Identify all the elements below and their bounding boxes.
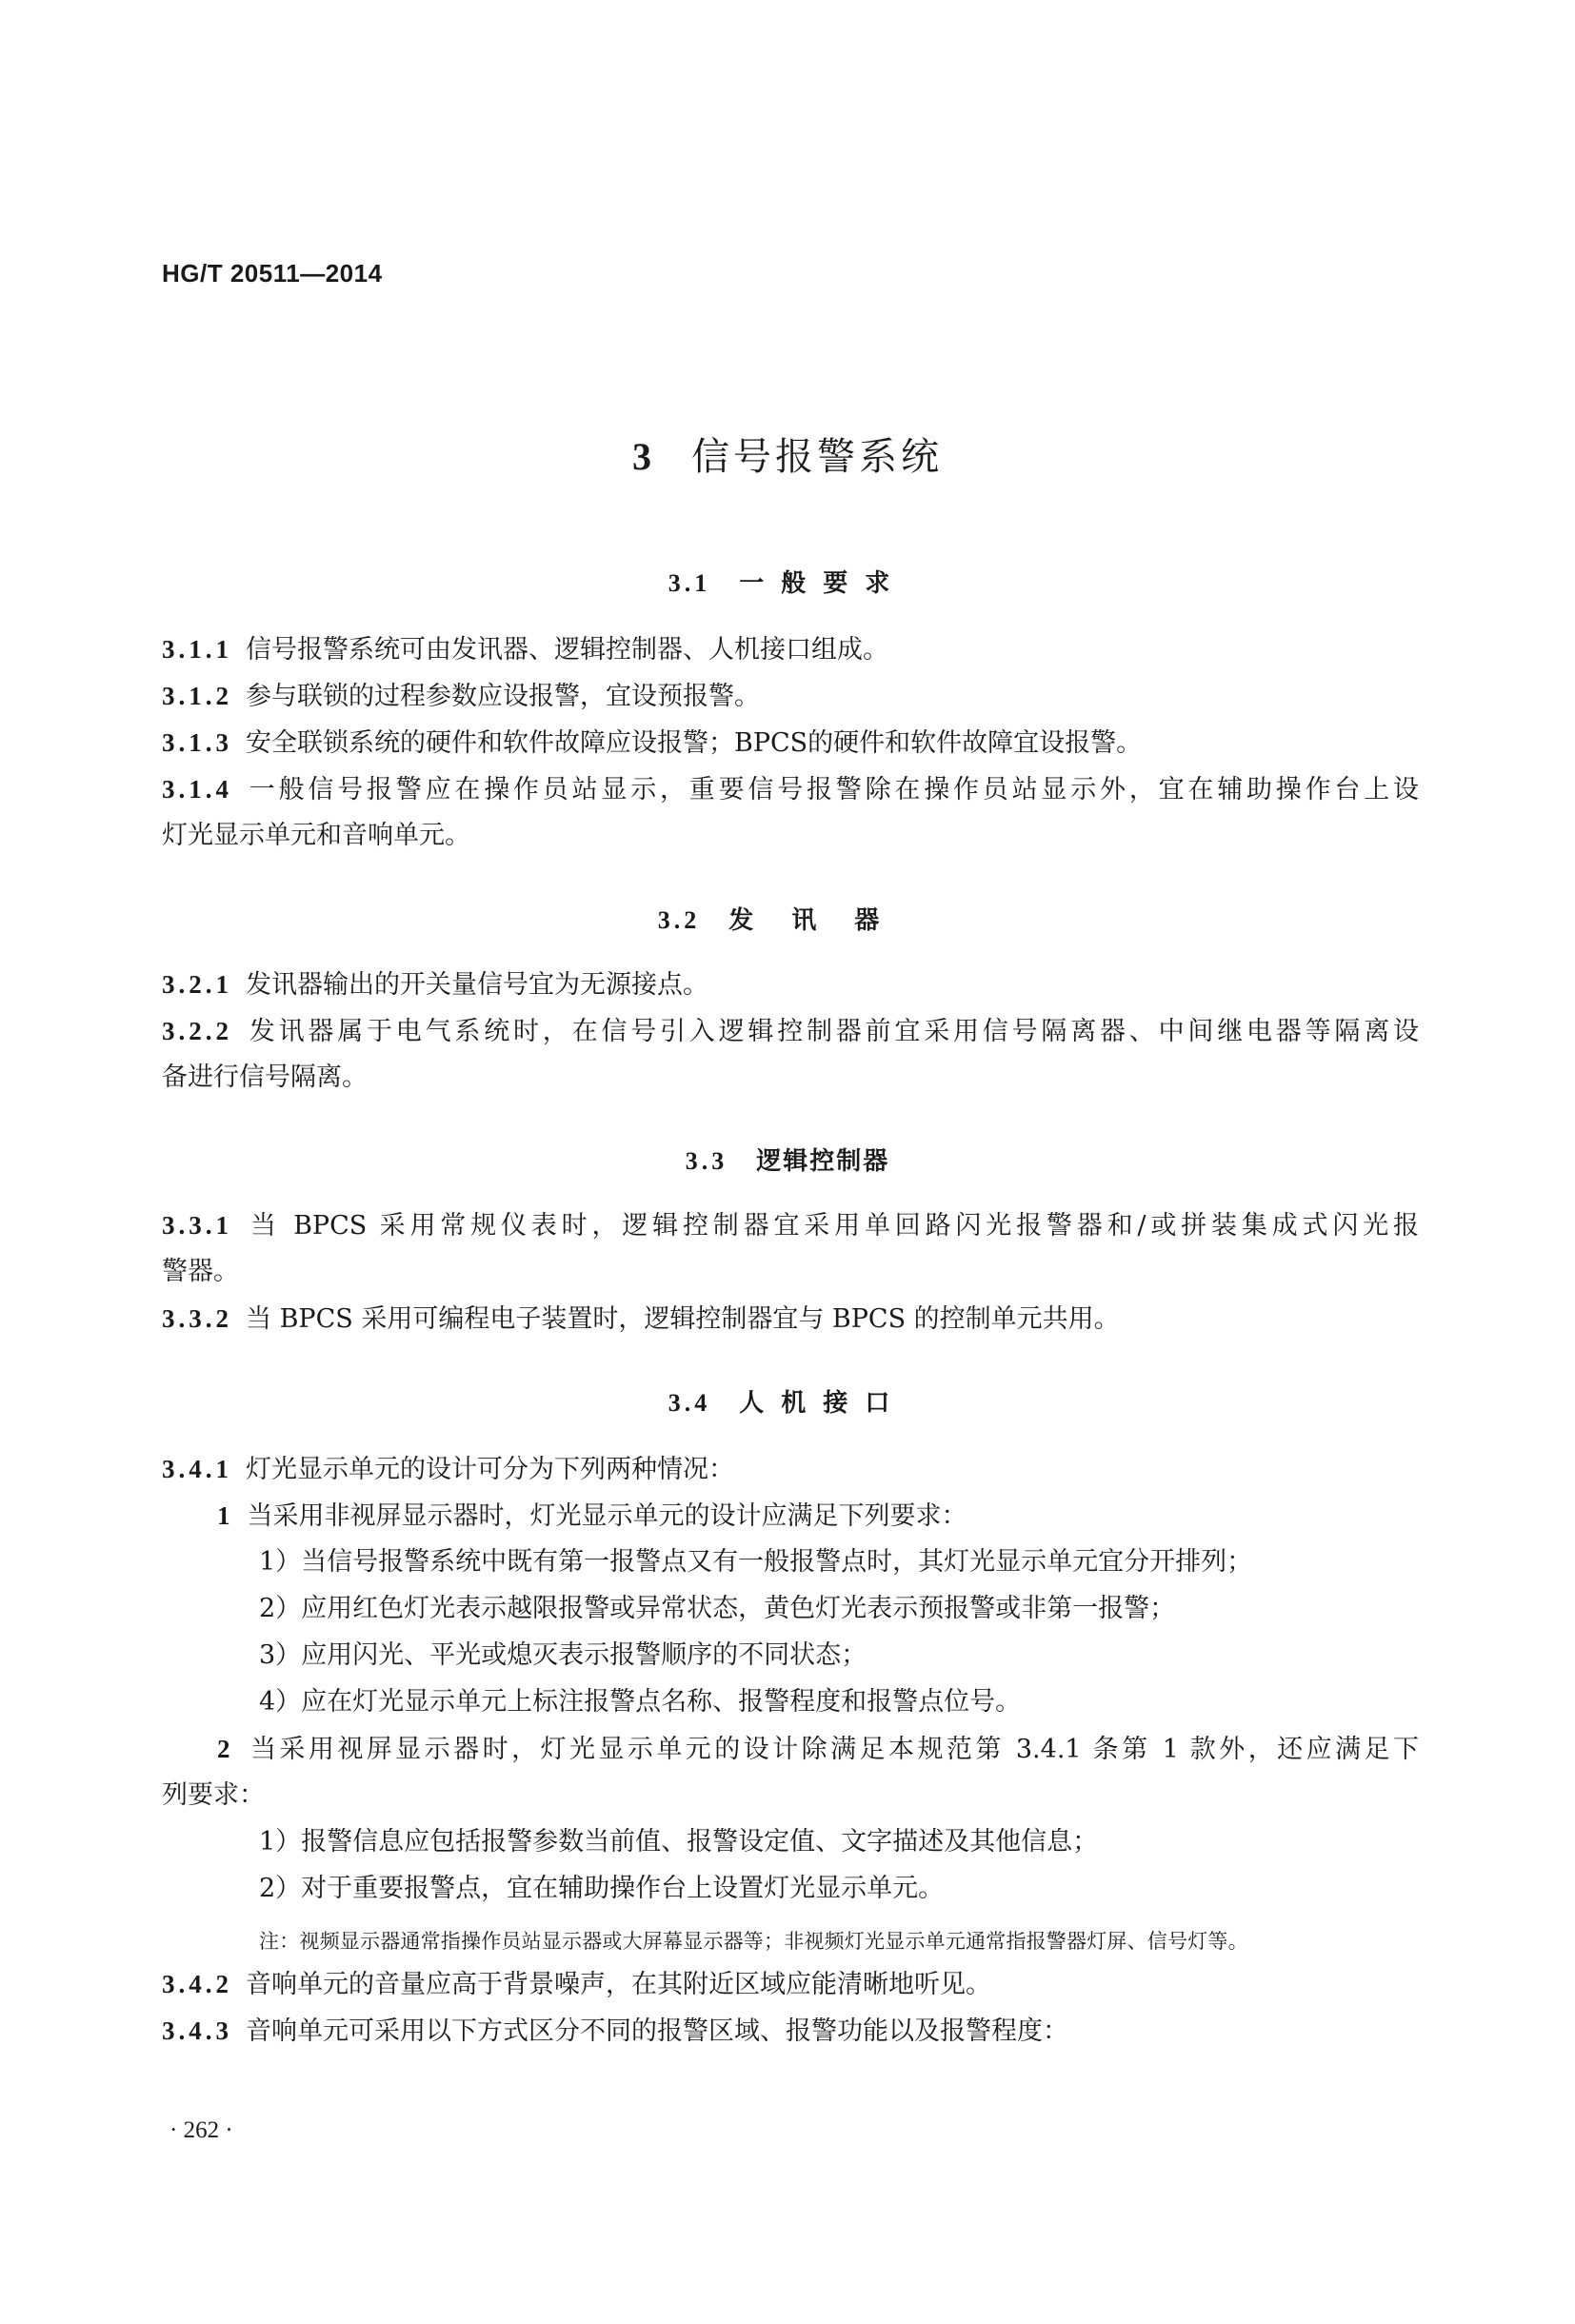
sub-item: 1）报警信息应包括报警参数当前值、报警设定值、文字描述及其他信息；	[259, 1827, 1099, 1857]
item-2-continued: 列要求：	[162, 1780, 265, 1810]
section-heading-3-4	[0, 1383, 1575, 1419]
clause-number: 3.2.1	[162, 970, 232, 999]
clause-text: 音响单元的音量应高于背景噪声，在其附近区域应能清晰地听见。	[246, 1970, 991, 1999]
clause-number: 3.3.1	[162, 1211, 232, 1240]
item-2	[217, 1733, 1419, 1766]
clause-number: 3.4.2	[162, 1970, 232, 1998]
clause-3-4-1	[162, 1453, 734, 1486]
clause-text: 安全联锁系统的硬件和软件故障应设报警；BPCS的硬件和软件故障宜设报警。	[246, 728, 1143, 758]
clause-3-1-3	[162, 726, 1142, 760]
clause-3-1-4	[162, 773, 1419, 806]
note: 注：视频显示器通常指操作员站显示器或大屏幕显示器等；非视频灯光显示单元通常指报警器灯屏、信号灯等。	[259, 1930, 1248, 1953]
page-number: · 262 ·	[169, 2117, 233, 2143]
clause-text: 发讯器输出的开关量信号宜为无源接点。	[246, 970, 708, 1000]
clause-text: 一般信号报警应在操作员站显示，重要信号报警除在操作员站显示外，宜在辅助操作台上设	[246, 775, 1419, 804]
item-number: 1	[217, 1501, 234, 1530]
clause-text: 灯光显示单元的设计可分为下列两种情况：	[246, 1455, 734, 1484]
section-number: 3.1	[668, 569, 711, 597]
clause-number: 3.1.2	[162, 682, 232, 710]
section-number: 3.4	[668, 1389, 711, 1417]
clause-3-4-3	[162, 2015, 1068, 2048]
section-title: 逻辑控制器	[756, 1147, 890, 1176]
clause-number: 3.1.4	[162, 775, 232, 804]
clause-text: 参与联锁的过程参数应设报警，宜设预报警。	[246, 682, 760, 711]
item-text: 当采用视屏显示器时，灯光显示单元的设计除满足本规范第 3.4.1 条第 1 款外，还应满足下	[247, 1735, 1419, 1764]
sub-item: 2）应用红色灯光表示越限报警或异常状态，黄色灯光表示预报警或非第一报警；	[259, 1594, 1176, 1623]
clause-number: 3.4.3	[162, 2016, 232, 2045]
clause-3-1-4-continued: 灯光显示单元和音响单元。	[162, 821, 470, 850]
section-title: 一般要求	[739, 569, 907, 598]
chapter-title	[0, 427, 1575, 481]
clause-3-1-1	[162, 633, 888, 666]
clause-number: 3.1.3	[162, 728, 232, 757]
item-1	[217, 1500, 967, 1533]
section-number: 3.3	[685, 1147, 728, 1175]
sub-item: 1）当信号报警系统中既有第一报警点又有一般报警点时，其灯光显示单元宜分开排列；	[259, 1547, 1253, 1577]
clause-number: 3.4.1	[162, 1455, 232, 1483]
section-heading-3-3	[0, 1142, 1575, 1177]
clause-text: 音响单元可采用以下方式区分不同的报警区域、报警功能以及报警程度：	[246, 2016, 1068, 2046]
clause-number: 3.1.1	[162, 635, 232, 664]
clause-3-3-2	[162, 1302, 1120, 1336]
section-title: 人机接口	[739, 1389, 907, 1418]
clause-number: 3.3.2	[162, 1304, 232, 1333]
section-heading-3-1	[0, 564, 1575, 599]
section-heading-3-2	[0, 901, 1575, 936]
chapter-title-text: 信号报警系统	[691, 435, 943, 479]
section-number: 3.2	[657, 906, 701, 934]
standard-number: HG/T 20511—2014	[162, 259, 383, 288]
clause-text: 当 BPCS 采用可编程电子装置时，逻辑控制器宜与 BPCS 的控制单元共用。	[246, 1304, 1120, 1334]
item-text: 当采用非视屏显示器时，灯光显示单元的设计应满足下列要求：	[247, 1501, 967, 1531]
clause-3-3-1-continued: 警器。	[162, 1257, 239, 1286]
clause-3-2-2-continued: 备进行信号隔离。	[162, 1063, 368, 1092]
clause-text: 信号报警系统可由发讯器、逻辑控制器、人机接口组成。	[246, 635, 888, 665]
item-number: 2	[217, 1735, 234, 1763]
sub-item: 2）对于重要报警点，宜在辅助操作台上设置灯光显示单元。	[259, 1874, 945, 1903]
clause-number: 3.2.2	[162, 1017, 232, 1045]
clause-text: 当 BPCS 采用常规仪表时，逻辑控制器宜采用单回路闪光报警器和/或拼装集成式闪光报	[246, 1211, 1419, 1241]
clause-3-3-1	[162, 1209, 1419, 1242]
chapter-number: 3	[632, 435, 655, 478]
sub-item: 4）应在灯光显示单元上标注报警点名称、报警程度和报警点位号。	[259, 1687, 1022, 1717]
clause-3-4-2	[162, 1968, 991, 2001]
section-title: 发讯器	[728, 906, 918, 935]
clause-3-1-2	[162, 680, 760, 713]
clause-3-2-1	[162, 968, 708, 1002]
clause-3-2-2	[162, 1015, 1419, 1048]
sub-item: 3）应用闪光、平光或熄灭表示报警顺序的不同状态；	[259, 1640, 867, 1670]
clause-text: 发讯器属于电气系统时，在信号引入逻辑控制器前宜采用信号隔离器、中间继电器等隔离设	[246, 1017, 1419, 1046]
